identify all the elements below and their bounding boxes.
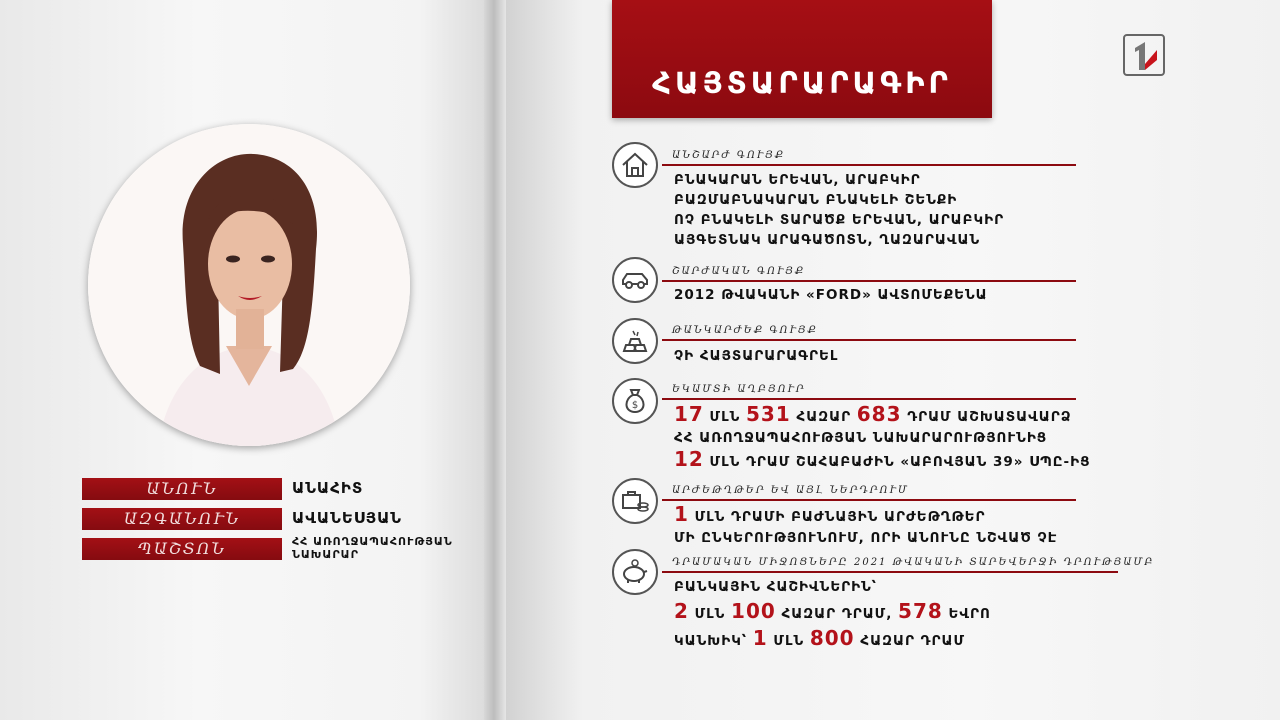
page-title: ՀԱՅՏԱՐԱՐԱԳԻՐ bbox=[652, 66, 952, 100]
position-label: ՊԱՇՏՈՆ bbox=[82, 538, 282, 560]
cash-bank-euro: 578 bbox=[898, 599, 943, 623]
portrait-photo bbox=[88, 124, 410, 446]
cash-unit-dram-2: ՀԱԶԱՐ ԴՐԱՄ bbox=[860, 633, 966, 649]
movable-divider bbox=[662, 280, 1076, 282]
securities-items bbox=[674, 502, 1058, 547]
income-line-3 bbox=[674, 447, 1091, 474]
securities-divider bbox=[662, 499, 1076, 501]
movable-label: ՇԱՐԺԱԿԱՆ ԳՈՒՅՔ bbox=[672, 266, 806, 277]
cash-unit-euro: ԵՎՐՈ bbox=[948, 606, 991, 622]
cash-in-hand-mln: 1 bbox=[752, 626, 768, 650]
valuables-divider bbox=[662, 339, 1076, 341]
real-estate-item: ԲՆԱԿԱՐԱՆ ԵՐԵՎԱՆ, ԱՐԱԲԿԻՐ bbox=[674, 172, 921, 188]
income-items bbox=[674, 402, 1091, 474]
cash-bank-thousand: 100 bbox=[731, 599, 776, 623]
cash-label: ԴՐԱՄԱԿԱՆ ՄԻՋՈՑՆԵՐԸ 2021 ԹՎԱԿԱՆԻ ՏԱՐԵՎԵՐՋԻ ԴՐՈՒԹՅԱՄԲ bbox=[672, 557, 1155, 568]
real-estate-items bbox=[674, 170, 1004, 250]
cash-unit-dram: ՀԱԶԱՐ ԴՐԱՄ, bbox=[781, 606, 893, 622]
securities-text: ՄԼՆ ԴՐԱՄԻ ԲԱԺՆԱՅԻՆ ԱՐԺԵԹՂԹԵՐ bbox=[694, 509, 986, 525]
securities-amount: 1 bbox=[674, 502, 689, 526]
securities-label: ԱՐԺԵԹՂԹԵՐ ԵՎ ԱՅԼ ՆԵՐԴՐՈՒՄ bbox=[672, 485, 909, 496]
title-banner bbox=[612, 0, 992, 118]
position-value bbox=[292, 535, 453, 561]
income-amount-mln: 17 bbox=[674, 402, 704, 426]
money-bag-icon bbox=[612, 378, 658, 424]
briefcase-coins-icon bbox=[612, 478, 658, 524]
position-value-line1: ՀՀ ԱՌՈՂՋԱՊԱՀՈՒԹՅԱՆ bbox=[292, 535, 453, 548]
name-label: ԱՆՈՒՆ bbox=[82, 478, 282, 500]
cash-line-2 bbox=[674, 599, 991, 626]
name-value: ԱՆԱՀԻՏ bbox=[292, 479, 364, 497]
book-spine bbox=[484, 0, 506, 720]
movable-item: 2012 ԹՎԱԿԱՆԻ «FORD» ԱՎՏՈՄԵՔԵՆԱ bbox=[674, 287, 988, 303]
cash-line-1: ԲԱՆԿԱՅԻՆ ՀԱՇԻՎՆԵՐԻՆ՝ bbox=[674, 579, 878, 595]
real-estate-divider bbox=[662, 164, 1076, 166]
surname-label: ԱԶԳԱՆՈՒՆ bbox=[82, 508, 282, 530]
channel-logo-icon bbox=[1123, 34, 1165, 76]
cash-bank-mln: 2 bbox=[674, 599, 689, 623]
income-divider bbox=[662, 398, 1076, 400]
cash-in-hand-thousand: 800 bbox=[809, 626, 855, 650]
real-estate-item: ՈՉ ԲՆԱԿԵԼԻ ՏԱՐԱԾՔ ԵՐԵՎԱՆ, ԱՐԱԲԿԻՐ bbox=[674, 212, 1005, 228]
position-value-line2: ՆԱԽԱՐԱՐ bbox=[292, 548, 359, 561]
cash-unit-mln-2: ՄԼՆ bbox=[773, 633, 805, 649]
income-dividend-text: ՄԼՆ ԴՐԱՄ ՇԱՀԱԲԱԺԻՆ «ԱԲՈՎՅԱՆ 39» ՍՊԸ-ԻՑ bbox=[709, 454, 1091, 470]
income-unit-mln: ՄԼՆ bbox=[709, 409, 741, 425]
svg-text:$: $ bbox=[631, 400, 639, 411]
real-estate-item: ԱՅԳԵՏՆԱԿ ԱՐԱԳԱԾՈՏՆ, ՂԱԶԱՐԱՎԱՆ bbox=[674, 232, 981, 248]
piggy-bank-icon bbox=[612, 549, 658, 595]
valuables-label: ԹԱՆԿԱՐԺԵՔ ԳՈՒՅՔ bbox=[672, 325, 818, 336]
real-estate-item: ԲԱԶՄԱԲՆԱԿԱՐԱՆ ԲՆԱԿԵԼԻ ՇԵՆՔԻ bbox=[674, 192, 958, 208]
cash-label-cash: ԿԱՆԽԻԿ՝ bbox=[674, 633, 748, 649]
real-estate-label: ԱՆՇԱՐԺ ԳՈՒՅՔ bbox=[672, 150, 786, 161]
income-dividend-amount: 12 bbox=[674, 447, 704, 471]
cash-unit-mln: ՄԼՆ bbox=[694, 606, 726, 622]
cash-divider bbox=[662, 571, 1118, 573]
car-icon bbox=[612, 257, 658, 303]
income-line-2: ՀՀ ԱՌՈՂՋԱՊԱՀՈՒԹՅԱՆ ՆԱԽԱՐԱՐՈՒԹՅՈՒՆԻՑ bbox=[674, 430, 1048, 446]
securities-line-2: ՄԻ ԸՆԿԵՐՈՒԹՅՈՒՆՈՒՄ, ՈՐԻ ԱՆՈՒՆԸ ՆՇՎԱԾ ՉԷ bbox=[674, 530, 1058, 546]
valuables-item: ՉԻ ՀԱՅՏԱՐԱՐԱԳՐԵԼ bbox=[674, 348, 839, 364]
income-type-salary: ԴՐԱՄ ԱՇԽԱՏԱՎԱՐՁ bbox=[907, 409, 1072, 425]
gold-bars-icon bbox=[612, 318, 658, 364]
house-icon bbox=[612, 142, 658, 188]
income-unit-thousand: ՀԱԶԱՐ bbox=[796, 409, 852, 425]
income-amount-thousand: 531 bbox=[745, 402, 791, 426]
cash-items bbox=[674, 575, 991, 653]
income-line-1 bbox=[674, 402, 1091, 429]
surname-value: ԱՎԱՆԵՍՅԱՆ bbox=[292, 509, 403, 527]
income-amount-dram: 683 bbox=[856, 402, 902, 426]
securities-line-1 bbox=[674, 502, 1058, 529]
cash-line-3 bbox=[674, 626, 991, 653]
income-label: ԵԿԱՄՏԻ ԱՂԲՅՈՒՐ bbox=[672, 384, 806, 395]
